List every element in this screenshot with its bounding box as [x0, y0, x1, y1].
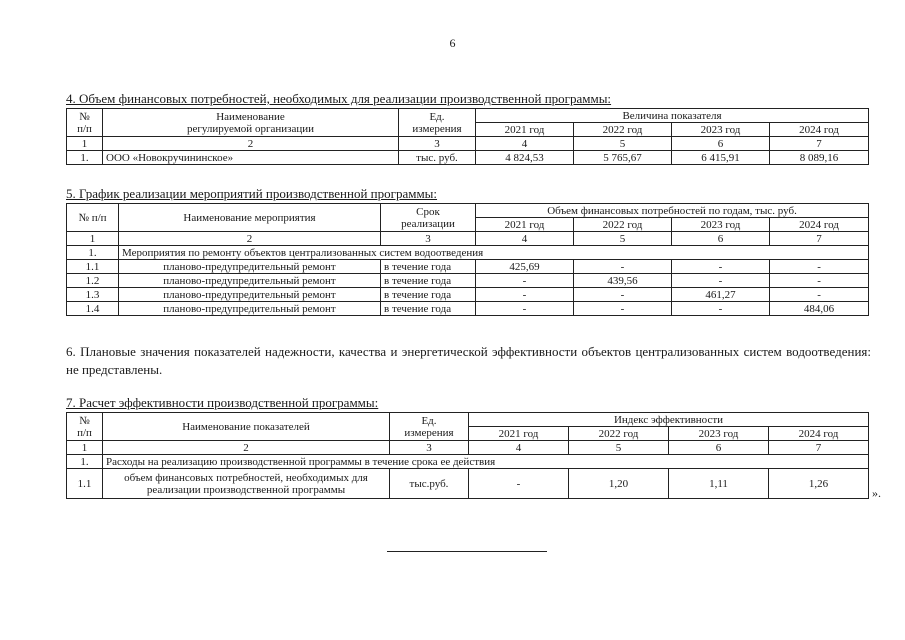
value-cell: - — [476, 274, 574, 288]
group-num: 1. — [67, 246, 119, 260]
measure-name: планово-предупредительный ремонт — [119, 302, 381, 316]
row-term: в течение года — [381, 260, 476, 274]
numbering-cell: 2 — [119, 232, 381, 246]
numbering-cell: 3 — [381, 232, 476, 246]
value-cell: 6 415,91 — [672, 151, 770, 165]
year-header: 2022 год — [574, 218, 672, 232]
group-num: 1. — [67, 455, 103, 469]
value-cell: 5 765,67 — [574, 151, 672, 165]
value-cell: 461,27 — [672, 288, 770, 302]
col-name-header: Наименование мероприятия — [119, 204, 381, 232]
group-row — [67, 455, 869, 469]
value-cell: - — [476, 302, 574, 316]
value-cell: - — [574, 260, 672, 274]
value-cell: - — [476, 288, 574, 302]
year-header: 2022 год — [569, 427, 669, 441]
row-unit: тыс. руб. — [399, 151, 476, 165]
group-row — [67, 246, 869, 260]
table-row — [67, 288, 869, 302]
numbering-cell: 2 — [103, 441, 390, 455]
year-header: 2024 год — [770, 123, 869, 137]
year-header: 2021 год — [469, 427, 569, 441]
value-group-header: Объем финансовых потребностей по годам, тыс. руб. — [476, 204, 869, 218]
group-title: Мероприятия по ремонту объектов централизованных систем водоотведения — [119, 246, 869, 260]
value-cell: 484,06 — [770, 302, 869, 316]
section5-table — [66, 203, 869, 316]
numbering-cell: 4 — [476, 232, 574, 246]
measure-name: планово-предупредительный ремонт — [119, 274, 381, 288]
value-cell: - — [770, 260, 869, 274]
value-group-header: Индекс эффективности — [469, 413, 869, 427]
numbering-cell: 3 — [399, 137, 476, 151]
year-header: 2021 год — [476, 218, 574, 232]
table-row — [67, 274, 869, 288]
measure-name: планово-предупредительный ремонт — [119, 260, 381, 274]
value-cell: - — [672, 260, 770, 274]
numbering-row — [67, 441, 869, 455]
row-term: в течение года — [381, 288, 476, 302]
value-cell: 425,69 — [476, 260, 574, 274]
measure-name: планово-предупредительный ремонт — [119, 288, 381, 302]
section4-heading: 4. Объем финансовых потребностей, необходимых для реализации производственной программы: — [66, 91, 612, 106]
year-header: 2023 год — [669, 427, 769, 441]
numbering-row — [67, 137, 869, 151]
separator-line — [387, 551, 547, 552]
year-header: 2021 год — [476, 123, 574, 137]
closing-quote-mark: ». — [872, 486, 881, 500]
section7-table — [66, 412, 869, 499]
table-row — [67, 469, 869, 499]
numbering-cell: 5 — [574, 137, 672, 151]
numbering-cell: 7 — [769, 441, 869, 455]
numbering-cell: 2 — [103, 137, 399, 151]
section6-paragraph: 6. Плановые значения показателей надежности, качества и энергетической эффективности объектов централизованных систем водоотведения: не представлены. — [66, 344, 871, 377]
row-term: в течение года — [381, 274, 476, 288]
org-name: ООО «Новокручининское» — [103, 151, 399, 165]
section7-heading: 7. Расчет эффективности производственной программы: — [66, 395, 379, 410]
row-num: 1. — [67, 151, 103, 165]
row-num: 1.1 — [67, 260, 119, 274]
value-cell: - — [574, 302, 672, 316]
value-cell: - — [770, 274, 869, 288]
col-name-header: Наименование показателей — [103, 413, 390, 441]
value-cell: 1,26 — [769, 469, 869, 499]
row-num: 1.3 — [67, 288, 119, 302]
value-cell: - — [672, 274, 770, 288]
year-header: 2023 год — [672, 123, 770, 137]
col-term-header: Срок реализации — [381, 204, 476, 232]
value-cell: 439,56 — [574, 274, 672, 288]
col-unit-header: Ед. измерения — [390, 413, 469, 441]
year-header: 2024 год — [769, 427, 869, 441]
col-num-header: № п/п — [67, 204, 119, 232]
value-cell: 4 824,53 — [476, 151, 574, 165]
value-cell: - — [672, 302, 770, 316]
row-num: 1.2 — [67, 274, 119, 288]
numbering-cell: 1 — [67, 441, 103, 455]
indicator-name: объем финансовых потребностей, необходимых для реализации производственной программы — [103, 469, 390, 499]
year-header: 2022 год — [574, 123, 672, 137]
value-group-header: Величина показателя — [476, 109, 869, 123]
col-unit-header: Ед. измерения — [399, 109, 476, 137]
numbering-cell: 4 — [476, 137, 574, 151]
numbering-cell: 5 — [574, 232, 672, 246]
numbering-cell: 4 — [469, 441, 569, 455]
row-num: 1.1 — [67, 469, 103, 499]
value-cell: 1,11 — [669, 469, 769, 499]
value-cell: 8 089,16 — [770, 151, 869, 165]
numbering-cell: 6 — [669, 441, 769, 455]
numbering-cell: 7 — [770, 232, 869, 246]
numbering-cell: 6 — [672, 137, 770, 151]
row-num: 1.4 — [67, 302, 119, 316]
value-cell: 1,20 — [569, 469, 669, 499]
numbering-cell: 3 — [390, 441, 469, 455]
year-header: 2023 год — [672, 218, 770, 232]
table-row — [67, 260, 869, 274]
row-unit: тыс.руб. — [390, 469, 469, 499]
numbering-row — [67, 232, 869, 246]
value-cell: - — [574, 288, 672, 302]
group-title: Расходы на реализацию производственной программы в течение срока ее действия — [103, 455, 869, 469]
col-org-header: Наименование регулируемой организации — [103, 109, 399, 137]
col-num-header: № п/п — [67, 413, 103, 441]
numbering-cell: 6 — [672, 232, 770, 246]
table-row — [67, 302, 869, 316]
numbering-cell: 5 — [569, 441, 669, 455]
col-num-header: № п/п — [67, 109, 103, 137]
table-row — [67, 151, 869, 165]
numbering-cell: 1 — [67, 137, 103, 151]
row-term: в течение года — [381, 302, 476, 316]
page-number: 6 — [449, 36, 456, 50]
section4-table — [66, 108, 869, 165]
value-cell: - — [770, 288, 869, 302]
numbering-cell: 7 — [770, 137, 869, 151]
section5-heading: 5. График реализации мероприятий производственной программы: — [66, 186, 438, 201]
numbering-cell: 1 — [67, 232, 119, 246]
year-header: 2024 год — [770, 218, 869, 232]
value-cell: - — [469, 469, 569, 499]
